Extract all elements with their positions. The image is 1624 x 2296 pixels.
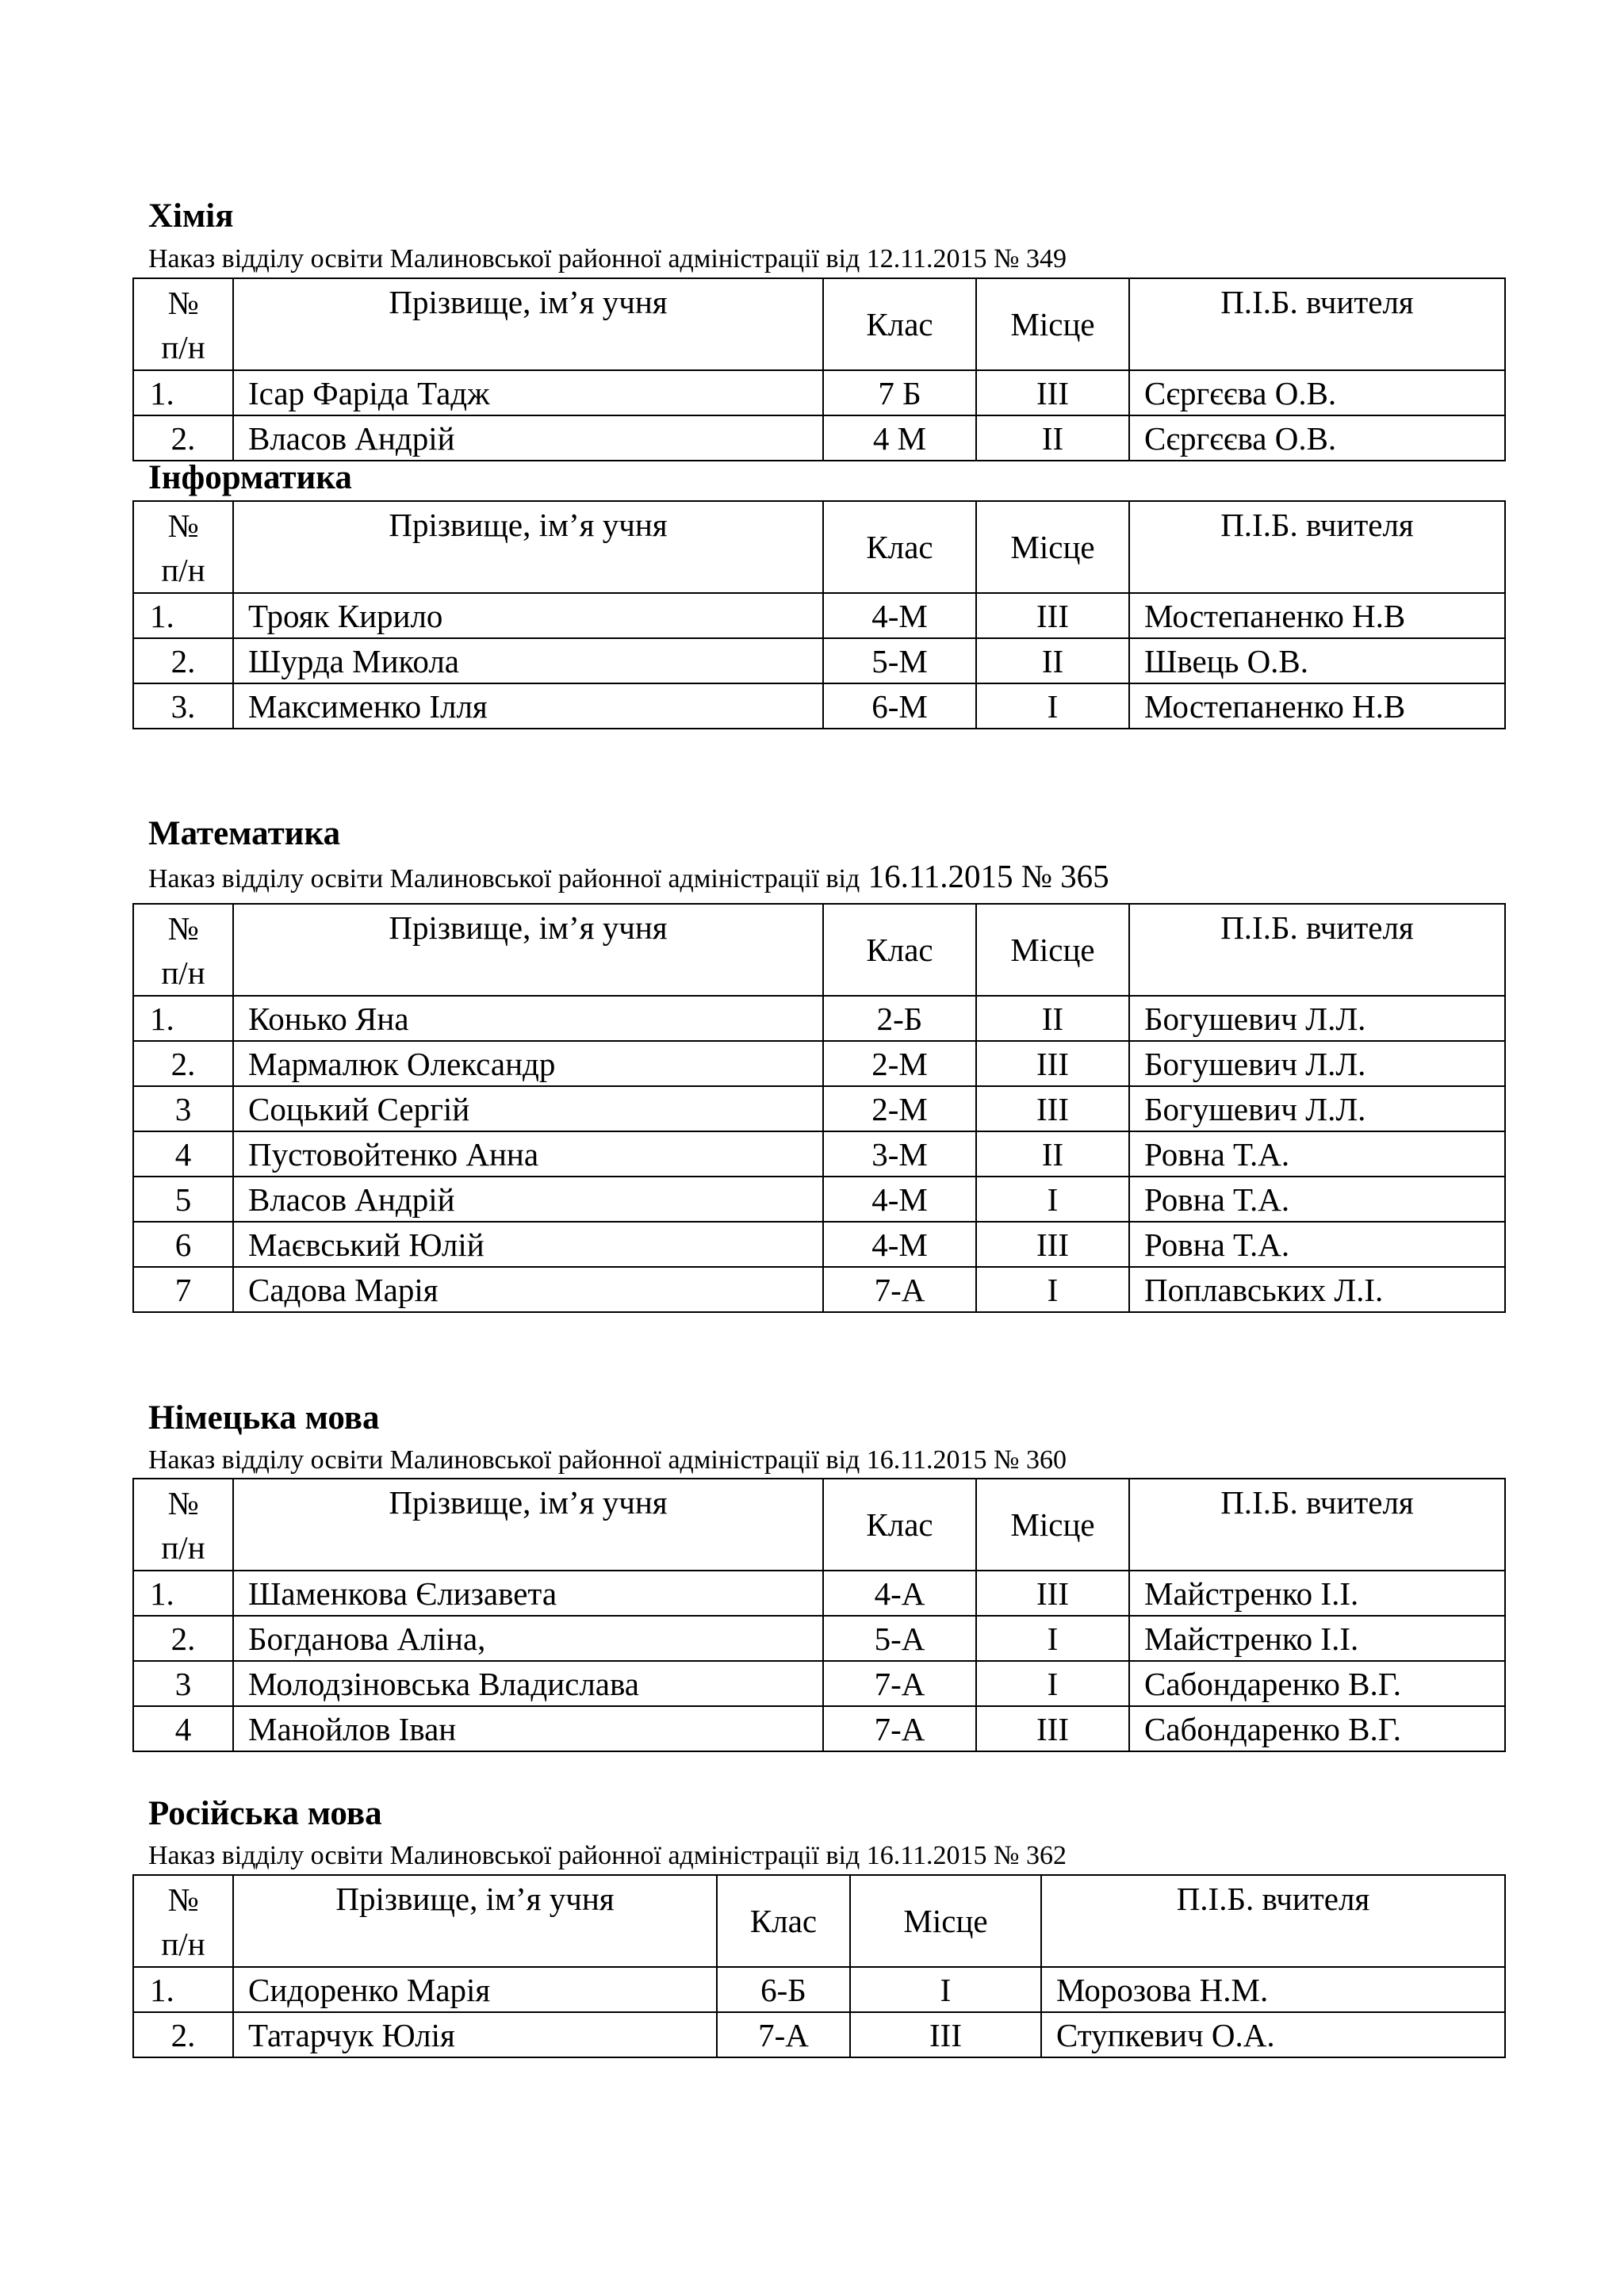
student-name: Манойлов Іван <box>233 1706 823 1751</box>
student-class: 5-А <box>823 1616 976 1661</box>
header-student-name: Прізвище, ім’я учня <box>233 904 823 996</box>
header-place: Місце <box>976 278 1129 370</box>
student-place: І <box>976 1661 1129 1706</box>
header-teacher: П.І.Б. вчителя <box>1041 1875 1505 1967</box>
header-class: Клас <box>717 1875 850 1967</box>
results-table-german <box>132 1478 1506 1752</box>
row-number: 1. <box>133 1967 233 2012</box>
student-name: Богданова Аліна, <box>233 1616 823 1661</box>
section-title-russian: Російська мова <box>148 1795 382 1832</box>
row-number: 2. <box>133 638 233 683</box>
student-class: 7-А <box>823 1661 976 1706</box>
row-number: 2. <box>133 1616 233 1661</box>
header-number: № п/н <box>133 1479 233 1571</box>
section-title-chemistry: Хімія <box>148 197 234 235</box>
student-name: Шурда Микола <box>233 638 823 683</box>
section-title-informatics: Інформатика <box>148 459 352 496</box>
student-class: 6-М <box>823 683 976 729</box>
table-row <box>133 1571 1505 1616</box>
student-place: ІІІ <box>976 1041 1129 1086</box>
header-place: Місце <box>976 501 1129 593</box>
teacher-name: Сабондаренко В.Г. <box>1129 1661 1505 1706</box>
student-place: ІІІ <box>976 1571 1129 1616</box>
teacher-name: Богушевич Л.Л. <box>1129 1041 1505 1086</box>
header-place: Місце <box>976 1479 1129 1571</box>
results-table-mathematics <box>132 903 1506 1313</box>
student-class: 5-М <box>823 638 976 683</box>
table-row <box>133 996 1505 1041</box>
header-teacher: П.І.Б. вчителя <box>1129 278 1505 370</box>
student-name: Татарчук Юлія <box>233 2012 717 2057</box>
student-place: ІІ <box>976 638 1129 683</box>
student-class: 7-А <box>823 1706 976 1751</box>
teacher-name: Сєргєєва О.В. <box>1129 415 1505 461</box>
student-name: Власов Андрій <box>233 1177 823 1222</box>
table-row <box>133 1131 1505 1177</box>
header-teacher: П.І.Б. вчителя <box>1129 1479 1505 1571</box>
teacher-name: Сабондаренко В.Г. <box>1129 1706 1505 1751</box>
teacher-name: Мостепаненко Н.В <box>1129 593 1505 638</box>
row-number: 2. <box>133 2012 233 2057</box>
teacher-name: Майстренко І.І. <box>1129 1616 1505 1661</box>
student-place: І <box>976 1177 1129 1222</box>
row-number: 4 <box>133 1131 233 1177</box>
row-number: 4 <box>133 1706 233 1751</box>
order-line-mathematics: Наказ відділу освіти Малиновської районної адміністрації від 16.11.2015 № 365 <box>148 858 1109 894</box>
header-number: № п/н <box>133 278 233 370</box>
teacher-name: Ступкевич О.А. <box>1041 2012 1505 2057</box>
table-row <box>133 593 1505 638</box>
order-line-russian: Наказ відділу освіти Малиновської районної адміністрації від 16.11.2015 № 362 <box>148 1841 1067 1870</box>
row-number: 7 <box>133 1267 233 1312</box>
student-name: Пустовойтенко Анна <box>233 1131 823 1177</box>
table-row <box>133 415 1505 461</box>
student-name: Шаменкова Єлизавета <box>233 1571 823 1616</box>
student-class: 2-М <box>823 1086 976 1131</box>
student-place: І <box>850 1967 1041 2012</box>
header-student-name: Прізвище, ім’я учня <box>233 1875 717 1967</box>
row-number: 2. <box>133 415 233 461</box>
row-number: 1. <box>133 593 233 638</box>
student-class: 4-М <box>823 593 976 638</box>
header-number: № п/н <box>133 1875 233 1967</box>
student-name: Сидоренко Марія <box>233 1967 717 2012</box>
table-row <box>133 1661 1505 1706</box>
row-number: 3 <box>133 1661 233 1706</box>
teacher-name: Богушевич Л.Л. <box>1129 996 1505 1041</box>
row-number: 1. <box>133 370 233 415</box>
header-number: № п/н <box>133 501 233 593</box>
student-place: І <box>976 1616 1129 1661</box>
student-name: Мармалюк Олександр <box>233 1041 823 1086</box>
student-class: 7-А <box>823 1267 976 1312</box>
student-name: Максименко Ілля <box>233 683 823 729</box>
student-place: ІІІ <box>976 370 1129 415</box>
table-row <box>133 1616 1505 1661</box>
student-class: 4-А <box>823 1571 976 1616</box>
student-class: 4 М <box>823 415 976 461</box>
student-name: Соцький Сергій <box>233 1086 823 1131</box>
teacher-name: Морозова Н.М. <box>1041 1967 1505 2012</box>
student-class: 2-М <box>823 1041 976 1086</box>
header-number: № п/н <box>133 904 233 996</box>
row-number: 6 <box>133 1222 233 1267</box>
student-place: ІІІ <box>976 1086 1129 1131</box>
table-row <box>133 1086 1505 1131</box>
student-name: Молодзіновська Владислава <box>233 1661 823 1706</box>
teacher-name: Мостепаненко Н.В <box>1129 683 1505 729</box>
header-class: Клас <box>823 501 976 593</box>
table-row <box>133 1967 1505 2012</box>
student-name: Конько Яна <box>233 996 823 1041</box>
table-row <box>133 683 1505 729</box>
header-class: Клас <box>823 904 976 996</box>
student-place: ІІІ <box>976 1706 1129 1751</box>
student-class: 4-М <box>823 1222 976 1267</box>
row-number: 1. <box>133 1571 233 1616</box>
teacher-name: Ровна Т.А. <box>1129 1131 1505 1177</box>
student-place: ІІ <box>976 996 1129 1041</box>
teacher-name: Поплавських Л.І. <box>1129 1267 1505 1312</box>
student-class: 4-М <box>823 1177 976 1222</box>
section-title-german: Німецька мова <box>148 1399 380 1437</box>
student-class: 6-Б <box>717 1967 850 2012</box>
student-name: Маєвський Юлій <box>233 1222 823 1267</box>
results-table-informatics <box>132 500 1506 729</box>
header-student-name: Прізвище, ім’я учня <box>233 278 823 370</box>
student-name: Садова Марія <box>233 1267 823 1312</box>
row-number: 3. <box>133 683 233 729</box>
teacher-name: Швець О.В. <box>1129 638 1505 683</box>
student-class: 3-М <box>823 1131 976 1177</box>
results-table-chemistry <box>132 277 1506 461</box>
header-teacher: П.І.Б. вчителя <box>1129 501 1505 593</box>
teacher-name: Ровна Т.А. <box>1129 1177 1505 1222</box>
student-name: Трояк Кирило <box>233 593 823 638</box>
header-class: Клас <box>823 278 976 370</box>
student-place: ІІІ <box>976 593 1129 638</box>
student-name: Ісар Фаріда Тадж <box>233 370 823 415</box>
student-place: ІІІ <box>850 2012 1041 2057</box>
header-class: Клас <box>823 1479 976 1571</box>
row-number: 5 <box>133 1177 233 1222</box>
student-place: ІІ <box>976 1131 1129 1177</box>
table-row <box>133 638 1505 683</box>
row-number: 2. <box>133 1041 233 1086</box>
order-line-german: Наказ відділу освіти Малиновської районної адміністрації від 16.11.2015 № 360 <box>148 1445 1067 1475</box>
teacher-name: Майстренко І.І. <box>1129 1571 1505 1616</box>
teacher-name: Богушевич Л.Л. <box>1129 1086 1505 1131</box>
teacher-name: Ровна Т.А. <box>1129 1222 1505 1267</box>
table-row <box>133 370 1505 415</box>
header-place: Місце <box>850 1875 1041 1967</box>
results-table-russian <box>132 1874 1506 2058</box>
table-row <box>133 1267 1505 1312</box>
teacher-name: Сєргєєва О.В. <box>1129 370 1505 415</box>
student-class: 7 Б <box>823 370 976 415</box>
header-teacher: П.І.Б. вчителя <box>1129 904 1505 996</box>
student-name: Власов Андрій <box>233 415 823 461</box>
student-place: І <box>976 1267 1129 1312</box>
student-place: ІІІ <box>976 1222 1129 1267</box>
header-place: Місце <box>976 904 1129 996</box>
table-row <box>133 1041 1505 1086</box>
table-row <box>133 1706 1505 1751</box>
header-student-name: Прізвище, ім’я учня <box>233 501 823 593</box>
header-student-name: Прізвище, ім’я учня <box>233 1479 823 1571</box>
table-row <box>133 1222 1505 1267</box>
table-row <box>133 1177 1505 1222</box>
student-class: 7-А <box>717 2012 850 2057</box>
student-place: ІІ <box>976 415 1129 461</box>
order-line-chemistry: Наказ відділу освіти Малиновської районної адміністрації від 12.11.2015 № 349 <box>148 244 1067 274</box>
student-place: І <box>976 683 1129 729</box>
row-number: 3 <box>133 1086 233 1131</box>
student-class: 2-Б <box>823 996 976 1041</box>
row-number: 1. <box>133 996 233 1041</box>
table-row <box>133 2012 1505 2057</box>
section-title-mathematics: Математика <box>148 815 341 852</box>
